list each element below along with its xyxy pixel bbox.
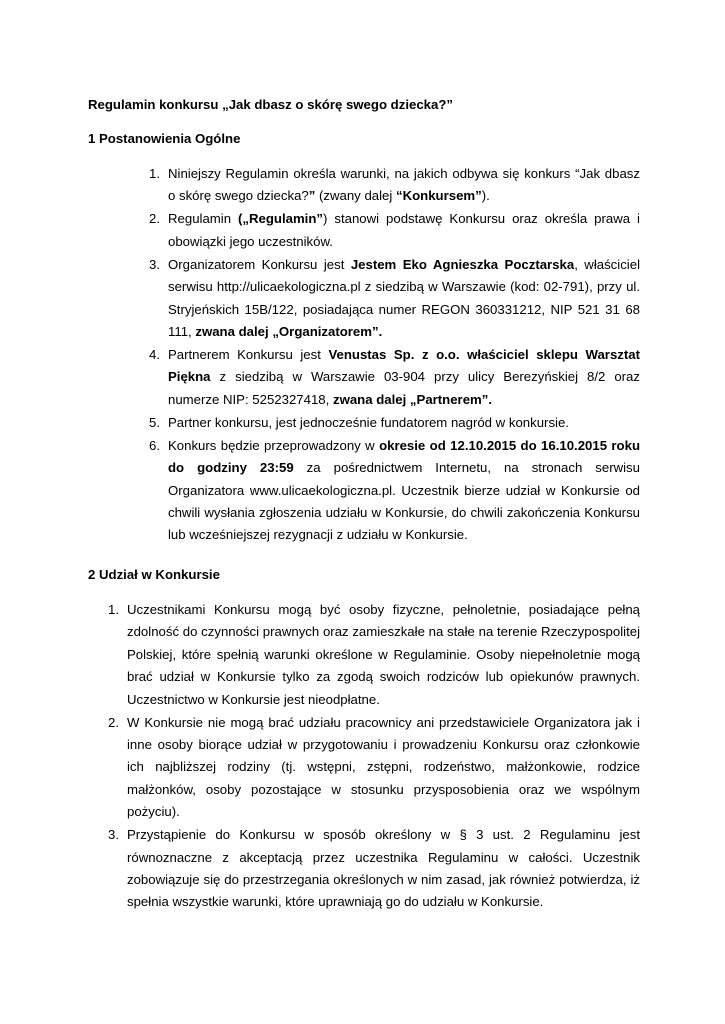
list-item: 3. Organizatorem Konkursu jest Jestem Eko Agnieszka Pocztarska, właściciel serwisu http://ulicaekologiczna.pl z siedzibą w Warszawie (kod: 02-791), przy ul. Stryjeńskich 15B/122, posiadająca numer REGON 360331212, NIP 521 31 68 111, zwana dalej „Organizatorem”. [168,254,640,344]
item-number: 1. [108,602,119,617]
list-item: 3. Przystąpienie do Konkursu w sposób określony w § 3 ust. 2 Regulaminu jest równoznaczne z akceptacją przez uczestnika Regulaminu w całości. Uczestnik zobowiązuje się do przestrzegania określonych w nim zasad, jak również potwierdza, iż spełnia wszystkie warunki, które uprawniają go do udziału w Konkursie. [127,824,640,914]
item-number: 2. [108,714,119,730]
item-number: 2. [149,211,160,227]
section-1-list [149,163,641,547]
item-number: 3. [108,827,119,843]
section-1-heading: 1 Postanowienia Ogólne [88,131,241,146]
item-number: 4. [149,347,160,363]
list-item: 6. Konkurs będzie przeprowadzony w okresie od 12.10.2015 do 16.10.2015 roku do godziny 23:59 za pośrednictwem Internetu, na stronach serwisu Organizatora www.ulicaekologiczna.pl. Uczestnik bierze udział w Konkursie od chwili wysłania zgłoszenia udziału w Konkursie, do chwili zakończenia Konkursu lub wcześniejszej rezygnacji z udziału w Konkursie. [168,435,640,547]
section-2-list [108,599,640,914]
list-item: 2. W Konkursie nie mogą brać udziału pracownicy ani przedstawiciele Organizatora jak i inne osoby biorące udział w przygotowaniu i prowadzeniu Konkursu oraz członkowie ich najbliższej rodziny (tj. wstępni, zstępni, rodzeństwo, małżonkowie, rodzice małżonków, osoby pozostające w stosunku przysposobienia oraz we wspólnym pożyciu). [127,712,640,824]
item-number: 3. [149,256,160,272]
item-number: 5. [149,414,160,430]
list-item: 2. Regulamin („Regulamin”) stanowi podstawę Konkursu oraz określa prawa i obowiązki jego uczestników. [168,208,640,253]
list-item: 4. Partnerem Konkursu jest Venustas Sp. z o.o. właściciel sklepu Warsztat Piękna z siedzibą w Warszawie 03-904 przy ulicy Berezyńskiej 8/2 oraz numerze NIP: 5252327418, zwana dalej „Partnerem”. [168,344,640,411]
item-number: 6. [149,437,160,453]
section-2-heading: 2 Udział w Konkursie [88,567,220,582]
document-title: Regulamin konkursu „Jak dbasz o skórę swego dziecka?” [88,97,453,112]
item-number: 1. [149,166,160,181]
list-item: 5. Partner konkursu, jest jednocześnie fundatorem nagród w konkursie. [168,412,640,434]
list-item: 1. Uczestnikami Konkursu mogą być osoby fizyczne, pełnoletnie, posiadające pełną zdolność do czynności prawnych oraz zamieszkałe na stałe na terenie Rzeczypospolitej Polskiej, które spełnią warunki określone w Regulaminie. Osoby niepełnoletnie mogą brać udział w Konkursie tylko za zgodą swoich rodziców lub opiekunów prawnych. Uczestnictwo w Konkursie jest nieodpłatne. [127,599,640,711]
list-item: 1. Niniejszy Regulamin określa warunki, na jakich odbywa się konkurs “Jak dbasz o skórę swego dziecka?” (zwany dalej “Konkursem”). [168,163,640,208]
